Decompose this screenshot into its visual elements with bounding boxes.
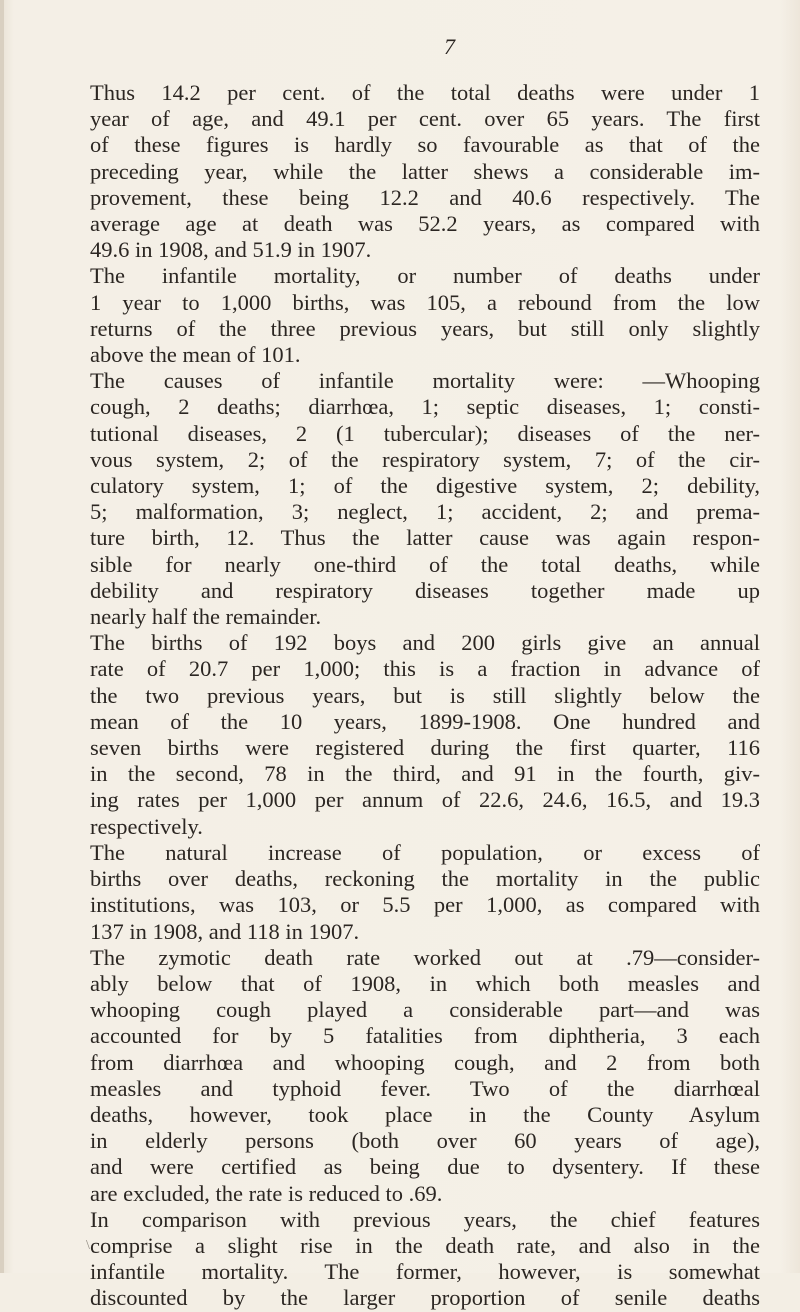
text-line: tutional diseases, 2 (1 tubercular); diseases of the ner- — [90, 420, 760, 446]
text-line: In comparison with previous years, the chief features — [90, 1206, 760, 1232]
text-line: of these figures is hardly so favourable as that of the — [90, 132, 760, 158]
text-line: returns of the three previous years, but still only slightly — [90, 315, 760, 341]
bottom-margin-mark: \ — [86, 1238, 90, 1253]
text-line: ture birth, 12. Thus the latter cause was again respon- — [90, 525, 760, 551]
text-line: whooping cough played a considerable part—and was — [90, 997, 760, 1023]
paragraph — [90, 368, 760, 630]
body-text — [90, 80, 760, 1312]
text-line: measles and typhoid fever. Two of the diarrhœal — [90, 1075, 760, 1101]
text-line: vous system, 2; of the respiratory system, 7; of the cir- — [90, 446, 760, 472]
text-line: 49.6 in 1908, and 51.9 in 1907. — [90, 237, 372, 263]
text-line: nearly half the remainder. — [90, 604, 322, 630]
text-line: births over deaths, reckoning the mortality in the public — [90, 866, 760, 892]
text-line: sible for nearly one-third of the total deaths, while — [90, 551, 760, 577]
paragraph — [90, 840, 760, 945]
paragraph — [90, 945, 760, 1207]
text-line: mean of the 10 years, 1899-1908. One hundred and — [90, 708, 760, 734]
text-line: The causes of infantile mortality were: —Whooping — [90, 368, 760, 394]
text-line: deaths, however, took place in the County Asylum — [90, 1101, 760, 1127]
text-line: above the mean of 101. — [90, 342, 301, 368]
text-line: provement, these being 12.2 and 40.6 respectively. The — [90, 184, 760, 210]
text-line: The births of 192 boys and 200 girls give an annual — [90, 630, 760, 656]
text-line: discounted by the larger proportion of senile deaths — [90, 1285, 760, 1311]
text-line: comprise a slight rise in the death rate, and also in the — [90, 1232, 760, 1258]
text-line: infantile mortality. The former, however, is somewhat — [90, 1259, 760, 1285]
text-line: The infantile mortality, or number of deaths under — [90, 263, 760, 289]
text-line: rate of 20.7 per 1,000; this is a fraction in advance of — [90, 656, 760, 682]
page-left-edge — [0, 0, 4, 1273]
text-line: and were certified as being due to dysentery. If these — [90, 1154, 760, 1180]
text-line: The natural increase of population, or excess of — [90, 839, 760, 865]
text-line: ably below that of 1908, in which both measles and — [90, 970, 760, 996]
text-line: cough, 2 deaths; diarrhœa, 1; septic diseases, 1; consti- — [90, 394, 760, 420]
text-line: seven births were registered during the first quarter, 116 — [90, 735, 760, 761]
text-line: 1 year to 1,000 births, was 105, a rebound from the low — [90, 289, 760, 315]
text-line: 137 in 1908, and 118 in 1907. — [90, 918, 360, 944]
paragraph — [90, 263, 760, 368]
text-line: respectively. — [90, 813, 203, 839]
text-line: institutions, was 103, or 5.5 per 1,000, as compared with — [90, 892, 760, 918]
text-line: from diarrhœa and whooping cough, and 2 from both — [90, 1049, 760, 1075]
text-line: average age at death was 52.2 years, as compared with — [90, 211, 760, 237]
text-line: 5; malformation, 3; neglect, 1; accident, 2; and prema- — [90, 499, 760, 525]
text-line: are excluded, the rate is reduced to .69. — [90, 1180, 443, 1206]
text-line: year of age, and 49.1 per cent. over 65 years. The first — [90, 106, 760, 132]
text-line: in elderly persons (both over 60 years of age), — [90, 1128, 760, 1154]
paragraph — [90, 80, 760, 263]
text-line: preceding year, while the latter shews a considerable im- — [90, 158, 760, 184]
text-line: the two previous years, but is still slightly below the — [90, 682, 760, 708]
paragraph — [90, 1207, 760, 1312]
text-line: accounted for by 5 fatalities from diphtheria, 3 each — [90, 1023, 760, 1049]
page-number: 7 — [444, 34, 455, 59]
text-line: The zymotic death rate worked out at .79—consider- — [90, 944, 760, 970]
text-line: debility and respiratory diseases together made up — [90, 577, 760, 603]
text-line: Thus 14.2 per cent. of the total deaths were under 1 — [90, 80, 760, 105]
paragraph — [90, 630, 760, 840]
text-line: ing rates per 1,000 per annum of 22.6, 24.6, 16.5, and 19.3 — [90, 787, 760, 813]
text-line: in the second, 78 in the third, and 91 in the fourth, giv- — [90, 761, 760, 787]
text-line: culatory system, 1; of the digestive system, 2; debility, — [90, 473, 760, 499]
